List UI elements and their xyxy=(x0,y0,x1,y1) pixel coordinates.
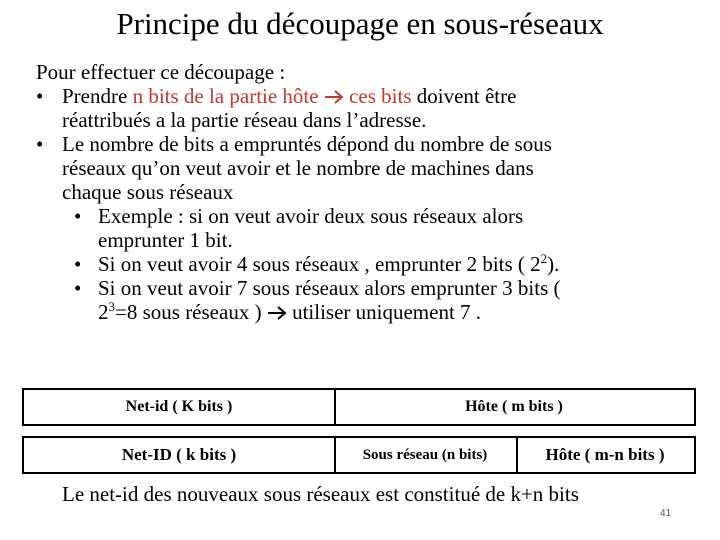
sub3-pre2: 2 xyxy=(98,300,109,324)
netid2-label: Net-ID ( k bits ) xyxy=(121,445,237,464)
page-number: 41 xyxy=(660,508,672,519)
sub3-mid: =8 sous réseaux ) xyxy=(115,300,267,324)
page-title: Principe du découpage en sous-réseaux xyxy=(116,6,604,41)
arrow-right-icon xyxy=(267,305,287,321)
bullet1-text-d: doivent être xyxy=(411,84,517,108)
bullet-icon: • xyxy=(36,132,44,156)
sub3-sup: 3 xyxy=(108,299,115,314)
bullet2-line1: Le nombre de bits a empruntés dépond du nombre de sous xyxy=(62,132,552,156)
sub1-line2: emprunter 1 bit. xyxy=(98,228,233,252)
host-box xyxy=(334,388,696,426)
sub2-post: ). xyxy=(547,252,560,276)
host-label: Hôte ( m bits ) xyxy=(465,398,563,415)
bullet1-highlight-2: ces bits xyxy=(343,84,412,108)
arrow-right-icon xyxy=(324,89,344,105)
host2-label: Hôte ( m-n bits ) xyxy=(545,445,665,464)
list-item xyxy=(36,252,696,276)
bullet1-highlight: n bits de la partie hôte xyxy=(132,84,319,108)
bullet2-line2: réseaux qu’on veut avoir et le nombre de machines dans xyxy=(62,156,534,180)
bullet-icon: • xyxy=(74,204,82,228)
host2-box xyxy=(516,436,696,474)
list-item xyxy=(36,132,696,204)
bullet1-text-e: réattribués a la partie réseau dans l’adresse. xyxy=(62,108,427,132)
content-body xyxy=(36,60,696,324)
intro-text: Pour effectuer ce découpage : xyxy=(36,60,286,84)
sub1-line1: Exemple : si on veut avoir deux sous réseaux alors xyxy=(98,204,524,228)
netid-label: Net-id ( K bits ) xyxy=(125,398,233,415)
sub2-pre: Si on veut avoir 4 sous réseaux , emprunter 2 bits ( 2 xyxy=(98,252,541,276)
bullet1-text-a: Prendre xyxy=(62,84,133,108)
bullet-icon: • xyxy=(74,252,82,276)
netid-box xyxy=(22,388,336,426)
sub3-line1: Si on veut avoir 7 sous réseaux alors emprunter 3 bits ( xyxy=(98,276,561,300)
subnet-box xyxy=(334,436,518,474)
list-item xyxy=(36,204,696,252)
netid2-box xyxy=(22,436,336,474)
subnet-label: Sous réseau (n bits) xyxy=(362,446,488,463)
bullet2-line3: chaque sous réseaux xyxy=(62,180,234,204)
footer-text: Le net-id des nouveaux sous réseaux est constitué de k+n bits xyxy=(62,482,579,506)
list-item xyxy=(36,276,696,324)
bullet-icon: • xyxy=(36,84,44,108)
list-item xyxy=(36,84,696,132)
sub2-sup: 2 xyxy=(540,251,548,266)
bullet-icon: • xyxy=(74,276,82,300)
sub3-post: utiliser uniquement 7 . xyxy=(286,300,482,324)
